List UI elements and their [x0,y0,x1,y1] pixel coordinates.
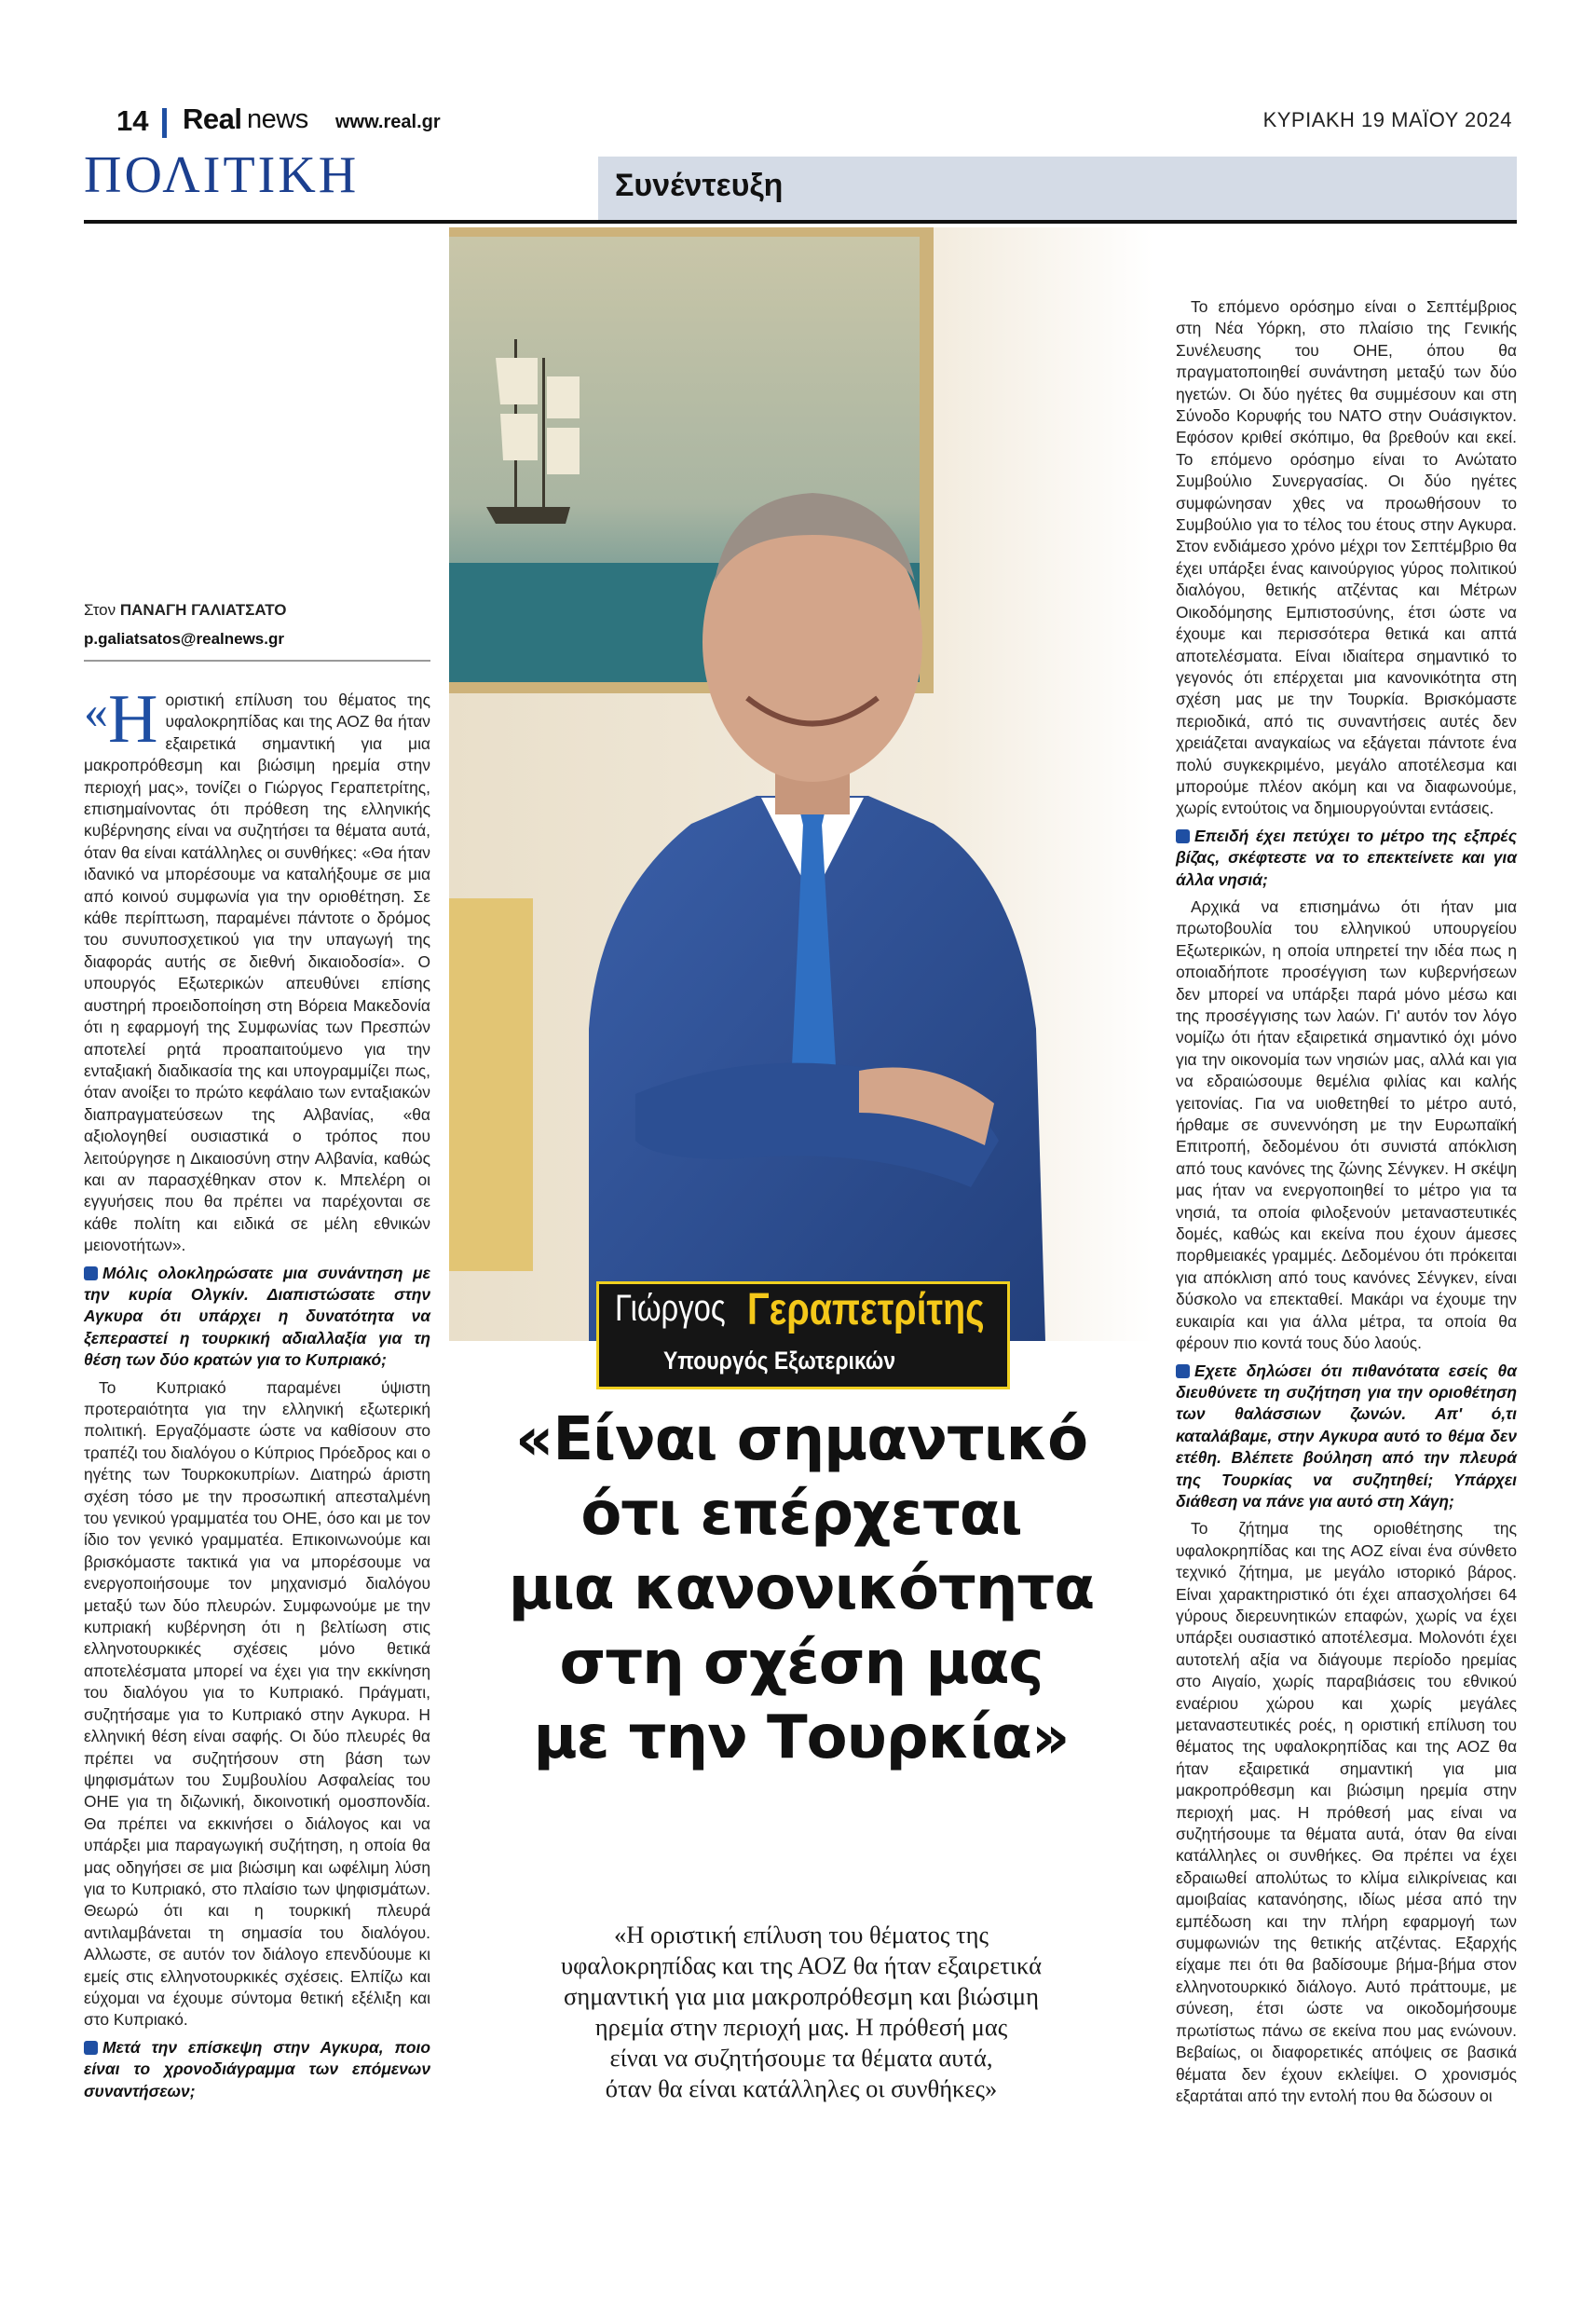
byline-prefix: Στον [84,601,116,619]
pull-quote-line: είναι να συζητήσουμε τα θέματα αυτά, [609,2044,993,2072]
headline-line: ότι επέρχεται [580,1480,1022,1549]
question-marker-icon [84,2041,98,2055]
byline [84,601,287,620]
pull-quote-line: «Η οριστική επίλυση του θέματος της [614,1921,989,1949]
question-4 [1176,1361,1517,1513]
pull-quote [449,1920,1153,2104]
brand-real: Real [183,103,242,135]
pull-quote-line: όταν θα είναι κατάλληλες οι συνθήκες» [605,2074,998,2102]
issue-date: ΚΥΡΙΑΚΗ 19 ΜΑΪΟΥ 2024 [1262,108,1512,131]
author-email[interactable]: p.galiatsatos@realnews.gr [84,630,284,648]
answer-3: Αρχικά να επισημάνω ότι ήταν μια πρωτοβουλία του ελληνικού υπουργείου Εξωτερικών, η οποία υπηρετεί την ιδέα πως η οποιαδήποτε προσέγγιση των κυβερνήσεων δεν μπορεί να υπάρξει παρά μόνο μέσω και της προσέγγισης των λαών. Γι' αυτόν τον λόγο νομίζω ότι ήταν εξαιρετικά σημαντικό όχι μόνο για την οικονομία των νησιών μας, αλλά και για να εδραιώσουμε θεμέλια φιλίας και καλής γειτονίας. Για να υιοθετηθεί το μέτρο αυτό, ήρθαμε σε συνεννόηση με την Ευρωπαϊκή Επιτροπή, δεδομένου ότι συνιστά απόκλιση από τους κανόνες της ζώνης Σένγκεν. Η σκέψη μας ήταν να ενεργοποιηθεί το μέτρο για τα νησιά, τα οποία φιλοξενούν μεταναστευτικές δομές, καθώς και εκείνα που έχουν άμεσες πορθμειακές γραμμές. Δεδομένου ότι πρόκειται για απόκλιση από τους κανόνες Σένγκεν, είναι δύσκολο να επεκταθεί. Μακάρι να έχουμε την ευκαιρία και για άλλα μέτρα, τα οποία θα φέρουν πιο κοντά τους δύο λαούς. [1176,896,1517,1353]
pull-quote-line: σημαντική για μια μακροπρόθεσμη και βιώσιμη [564,1982,1039,2010]
answer-4: Το ζήτημα της οριοθέτησης της υφαλοκρηπίδας και της ΑΟΖ είναι ένα σύνθετο τεχνικό ζήτημα, με μεγάλο ιστορικό βάρος. Είναι χαρακτηριστικό ότι έχει απασχολήσει 64 γύρους διερευνητικών επαφών, χωρίς να έχει υπάρξει ουσιαστικό αποτέλεσμα. Μολονότι έχει αυτοτελή αξία να διάγουμε περίοδο ηρεμίας στο Αιγαίο, χωρίς παραβιάσεις του εθνικού εναέριου χώρου και χωρίς μεγάλες μεταναστευτικές ροές, η οριστική επίλυση του θέματος της υφαλοκρηπίδας και της ΑΟΖ θα ήταν εξαιρετικά σημαντική για μια μακροπρόθεσμη και βιώσιμη ηρεμία στην περιοχή μας. Η πρόθεσή μας είναι να συζητήσουμε τα θέματα αυτά, όταν θα είναι κατάλληλες οι συνθήκες. Θα πρέπει να έχει εδραιωθεί απολύτως το κλίμα ειλικρίνειας και αμοιβαίας κατανόησης, ιδίως μέσα από την εμπέδωση και την πλήρη εφαρμογή των συμφωνιών της θετικής ατζέντας. Εξαρχής είχαμε πει ότι θα βαδίσουμε βήμα-βήμα στον ελληνοτουρκικό διάλογο. Αυτό πράττουμε, με σύνεση, έτσι ώστε να οικοδομήσουμε πρωτίστως πάνω σε εκείνα που μας ενώνουν. Βεβαίως, οι διαφορετικές απόψεις σε βασικά θέματα δεν έχουν εκλείψει. Ο χρονισμός εξαρτάται από την εντολή που θα δώσουν οι [1176,1519,1517,2105]
section-title: ΠΟΛΙΤΙΚΗ [84,146,360,204]
question-marker-icon [84,1266,98,1280]
question-3-text: Επειδή έχει πετύχει το μέτρο της εξπρές βίζας, σκέφτεστε να το επεκτείνετε και για άλλα νησιά; [1176,826,1517,889]
chair-back [449,898,533,1271]
pull-quote-line: ηρεμία στην περιοχή μας. Η πρόθεσή μας [594,2013,1008,2041]
brand-news: news [247,104,308,134]
headline [449,1402,1153,1775]
question-1 [84,1263,430,1372]
portrait-photo [449,227,1153,1341]
header-divider [162,108,167,138]
question-marker-icon [1176,1364,1190,1378]
brand-website[interactable]: www.real.gr [335,112,441,132]
question-3 [1176,826,1517,891]
question-2 [84,2037,430,2102]
rubric-title: Συνέντευξη [615,168,784,203]
interviewee-role: Υπουργός Εξωτερικών [663,1347,896,1375]
lead-quote-mark: « [84,686,108,739]
question-1-text: Μόλις ολοκληρώσατε μια συνάντηση με την κυρία Ολγκίν. Διαπιστώσατε στην Αγκυρα ότι υπάρχει η δυνατότητα να ξεπεραστεί η τουρκική αδιαλλαξία για τη θέση των δύο κρατών για το Κυπριακό; [84,1263,430,1370]
page-number: 14 [116,104,149,137]
answer-1: Το Κυπριακό παραμένει ύψιστη προτεραιότητα για την ελληνική εξωτερική πολιτική. Εργαζόμαστε ώστε να καθίσουν στο τραπέζι του διαλόγου ο Κύπριος Πρόεδρος και ο ηγέτης των Τουρκοκυπρίων. Διατηρώ άριστη σχέση τόσο με την προσωπική απεσταλμένη του γενικού γραμματέα του ΟΗΕ, όσο και με τον ίδιο τον γενικό γραμματέα. Επικοινωνούμε και βρισκόμαστε τακτικά για να μπορέσουμε να ενεργοποιήσουμε τον μηχανισμό διαλόγου μεταξύ των δύο πλευρών. Συμφωνούμε με την κυπριακή κυβέρνηση ότι η βελτίωση στις ελληνοτουρκικές σχέσεις μόνο θετικά αποτελέσματα μπορεί να έχει για την εκκίνηση του διαλόγου για το Κυπριακό. Πράγματι, συζητήσαμε για το Κυπριακό στην Αγκυρα. Η ελληνική θέση είναι σαφής. Οι δύο πλευρές θα πρέπει να συζητήσουν στη βάση των ψηφισμάτων του Συμβουλίου Ασφαλείας του ΟΗΕ για τη διζωνική, δικοινοτική ομοσπονδία. Θα πρέπει να εκκινήσει ο διάλογος και να υπάρξει μια παραγωγική συζήτηση, η οποία θα μας οδηγήσει σε μια βιώσιμη και ωφέλιμη λύση για το Κυπριακό, στο πλαίσιο των ψηφισμάτων. Θεωρώ ότι και η τουρκική πλευρά αντιλαμβάνεται τη σημασία του διαλόγου. Αλλωστε, σε αυτόν τον διάλογο επενδύουμε κι εμείς στις ελληνοτουρκικές σχέσεις. Ελπίζω και εύχομαι να έχουμε σύντομα θετική εξέλιξη και στο Κυπριακό. [84,1377,430,2030]
question-marker-icon [1176,829,1190,843]
headline-line: με την Τουρκία» [533,1703,1070,1772]
headline-line: «Είναι σημαντικό [514,1405,1088,1474]
lead-dropcap: Η [108,681,158,758]
interviewee-last-name: Γεραπετρίτης [747,1285,985,1334]
byline-divider [84,660,430,662]
answer-2: Το επόμενο ορόσημο είναι ο Σεπτέμβριος στη Νέα Υόρκη, στο πλαίσιο της Γενικής Συνέλευσης του ΟΗΕ, όπου θα πραγματοποιηθεί συνάντηση μεταξύ των δύο ηγετών. Οι δύο ηγέτες θα συμμέσουν και στη Σύνοδο Κορυφής του ΝΑΤΟ στην Ουάσιγκτον. Εφόσον κριθεί σκόπιμο, θα βρεθούν και εκεί. Το επόμενο ορόσημο είναι το Ανώτατο Συμβούλιο Συνεργασίας. Οι δύο ηγέτες συμφώνησαν χθες να προωθήσουν το Συμβούλιο για το τέλος του έτους στην Αγκυρα. Στον ενδιάμεσο χρόνο μέχρι τον Σεπτέμβριο θα έχει υπάρξει ένας καινούργιος γύρος πολιτικού διαλόγου, θετικής ατζέντας και Μέτρων Οικοδόμησης Εμπιστοσύνης, έτσι ώστε να έχουμε και περισσότερα θετικά και απτά αποτελέσματα. Είναι ιδιαίτερα σημαντικό το γεγονός ότι επέρχεται μια κανονικότητα στη σχέση μας με την Τουρκία. Βρισκόμαστε περιοδικά, από τις συναντήσεις αυτές δεν χρειάζεται αναγκαίως να εξάγεται πάντοτε ένα πολύ συγκεκριμένο, μεγάλο αποτέλεσμα και μπορούμε πλέον ακόμη και να διαφωνούμε, χωρίς εντούτοις να δημιουργούνται εντάσεις. [1176,297,1517,818]
left-column [84,681,430,2108]
headline-line: στη σχέση μας [559,1629,1044,1698]
lead-paragraph [84,681,430,1257]
byline-author: ΠΑΝΑΓΗ ΓΑΛΙΑΤΣΑΤΟ [119,601,287,619]
question-4-text: Εχετε δηλώσει ότι πιθανότατα εσείς θα διευθύνετε τη συζήτηση για την οριοθέτηση των θαλάσσιων ζωνών. Απ' ό,τι καταλάβαμε, στην Αγκυρα αυτό το θέμα δεν ετέθη. Βλέπετε βούληση από την πλευρά της Τουρκίας να συζητηθεί; Υπάρχει διάθεση να πάνε για αυτό στη Χάγη; [1176,1361,1517,1511]
lead-text: οριστική επίλυση του θέματος της υφαλοκρηπίδας και της ΑΟΖ θα ήταν εξαιρετικά σημαντική για μια μακροπρόθεσμη και βιώσιμη ηρεμία στην περιοχή μας», τονίζει ο Γιώργος Γεραπετρίτης, επισημαίνοντας ότι πρόθεση της ελληνικής κυβέρνησης είναι να συζητήσει τα θέματα αυτά, όταν θα είναι κατάλληλες οι συνθήκες: «Θα ήταν ιδανικό να μπορέσουμε να καταλήξουμε σε μια από κοινού συμφωνία για την οριοθέτηση. Σε κάθε περίπτωση, παραμένει πάντοτε ο δρόμος του συνυποσχετικού για την υπαγωγή της διαφοράς αυτής σε διεθνή δικαιοδοσία». Ο υπουργός Εξωτερικών απευθύνει επίσης αυστηρή προειδοποίηση στη Βόρεια Μακεδονία ότι η εφαρμογή της Συμφωνίας των Πρεσπών αποτελεί ρητά προαπαιτούμενο για την ενταξιακή διαδικασία της και υπογραμμίζει πως, όταν ανοίξει το πρώτο κεφάλαιο των ενταξιακών διαπραγματεύσεων της Αλβανίας, «θα αξιολογηθεί ουσιαστικά ο τρόπος που λειτούργησε η Δικαιοσύνη στην Αλβανία, καθώς και αν παρασχέθηκαν στον κ. Μπελέρη οι εγγυήσεις που θα πρέπει να παρέχονται σε κάθε πολίτη και ειδικά σε μέλη εθνικών μειονοτήτων». [84,691,430,1255]
right-column [1176,296,1517,2113]
headline-line: μια κανονικότητα [508,1554,1095,1623]
question-2-text: Μετά την επίσκεψη στην Αγκυρα, ποιο είναι το χρονοδιάγραμμα των επόμενων συναντήσεων; [84,2037,430,2100]
portrait-illustration [449,227,1153,1341]
pull-quote-line: υφαλοκρηπίδας και της ΑΟΖ θα ήταν εξαιρετικά [560,1951,1043,1979]
interviewee-first-name: Γιώργος [615,1288,726,1329]
top-rule [84,220,1517,224]
